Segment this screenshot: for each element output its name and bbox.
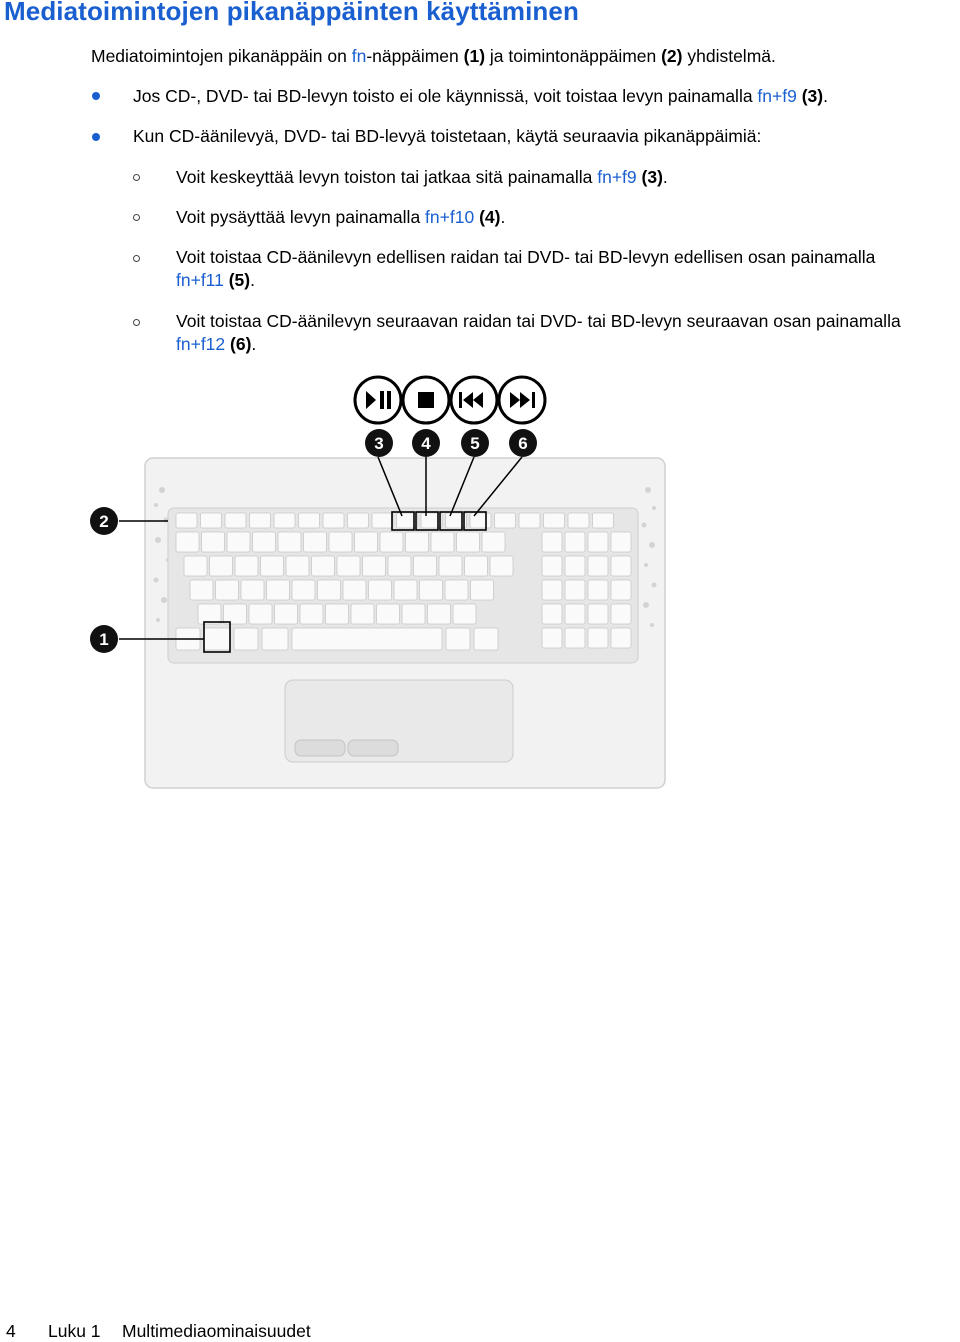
keyboard-key	[565, 532, 585, 552]
callout-1	[89, 624, 119, 654]
section-label: Multimediaominaisuudet	[122, 1321, 311, 1341]
keyboard-key	[351, 604, 374, 624]
keyboard-key	[593, 513, 614, 528]
keyboard-key	[588, 628, 608, 648]
keyboard-key	[544, 513, 565, 528]
keyboard-key	[495, 513, 516, 528]
callout-ref: (3)	[636, 167, 663, 187]
keyboard-key	[286, 556, 309, 576]
intro-paragraph	[91, 45, 776, 68]
sub-bullet-text: Voit toistaa CD-äänilevyn seuraavan raidan tai DVD- tai BD-levyn seuraavan osan painamalla	[176, 311, 901, 331]
bullet-item	[133, 85, 828, 108]
keyboard-key	[588, 604, 608, 624]
keyboard-key	[304, 532, 327, 552]
keyboard-key	[542, 532, 562, 552]
hotkey-ref: fn+f10	[425, 207, 475, 227]
keyboard-key	[611, 580, 631, 600]
bullet-icon	[92, 92, 100, 100]
keyboard-key	[565, 580, 585, 600]
svg-text:2: 2	[99, 512, 109, 531]
sub-bullet-item	[176, 310, 901, 356]
callout-2	[89, 506, 119, 536]
callout-4	[411, 428, 441, 458]
bullet-item: Kun CD-äänilevyä, DVD- tai BD-levyä toistetaan, käytä seuraavia pikanäppäimiä:	[133, 126, 762, 146]
keyboard-key	[474, 628, 498, 650]
keyboard-key	[348, 513, 369, 528]
keyboard-key	[428, 604, 451, 624]
keyboard-key	[190, 580, 213, 600]
keyboard-key	[278, 532, 301, 552]
hotkey-ref: fn+f9	[757, 86, 797, 106]
keyboard-key	[611, 628, 631, 648]
keyboard-key	[262, 628, 288, 650]
keyboard-key	[490, 556, 513, 576]
sub-bullet-text: .	[251, 334, 257, 354]
keyboard-key	[176, 532, 199, 552]
keyboard-key	[204, 628, 230, 650]
sub-bullet-item	[176, 246, 875, 292]
keyboard-key	[470, 513, 491, 528]
keyboard-key	[201, 513, 222, 528]
sub-bullet-text: Voit pysäyttää levyn painamalla	[176, 207, 426, 227]
page-number: 4	[6, 1321, 16, 1341]
svg-text:5: 5	[470, 434, 480, 453]
keyboard-key	[202, 532, 225, 552]
keyboard-key	[198, 604, 221, 624]
keyboard-key	[225, 513, 246, 528]
keyboard-key	[267, 580, 290, 600]
keyboard-key	[176, 513, 197, 528]
keyboard-key	[235, 556, 258, 576]
keyboard-key	[453, 604, 476, 624]
keyboard-key	[253, 532, 276, 552]
keyboard-key	[323, 513, 344, 528]
media-icons-row	[355, 377, 545, 423]
keyboard-key	[611, 604, 631, 624]
keyboard-key	[224, 604, 247, 624]
keyboard-key	[216, 580, 239, 600]
keyboard-key	[377, 604, 400, 624]
keyboard-key	[482, 532, 505, 552]
keyboard-key	[542, 604, 562, 624]
keyboard-key	[588, 580, 608, 600]
sub-bullet-text: .	[250, 270, 255, 290]
keyboard-key	[588, 556, 608, 576]
keyboard-key	[250, 513, 271, 528]
keyboard-key	[471, 580, 494, 600]
keyboard-key	[380, 532, 403, 552]
bullet-text: .	[823, 86, 828, 106]
keyboard-key	[388, 556, 411, 576]
keyboard-key	[406, 532, 429, 552]
keyboard-key	[184, 556, 207, 576]
intro-text: yhdistelmä.	[682, 46, 776, 66]
callout-ref: (6)	[225, 334, 252, 354]
keyboard-key	[421, 513, 442, 528]
callout-ref: (4)	[474, 207, 501, 227]
callout-6	[508, 428, 538, 458]
keyboard-key	[465, 556, 488, 576]
keyboard-key	[299, 513, 320, 528]
keyboard-key	[565, 628, 585, 648]
keyboard-key	[457, 532, 480, 552]
keyboard-key	[234, 628, 258, 650]
bullet-text: Jos CD-, DVD- tai BD-levyn toisto ei ole käynnissä, voit toistaa levyn painamalla	[133, 86, 758, 106]
fn-key-ref: fn	[351, 46, 367, 66]
keyboard-key	[329, 532, 352, 552]
chapter-label: Luku 1	[48, 1321, 101, 1341]
keyboard-key	[261, 556, 284, 576]
keyboard-key	[363, 556, 386, 576]
keyboard-key	[402, 604, 425, 624]
callout-ref: (5)	[223, 270, 251, 290]
keyboard-key	[519, 513, 540, 528]
keyboard-key	[542, 556, 562, 576]
hotkey-ref: fn+f9	[597, 167, 637, 187]
keyboard-key	[249, 604, 272, 624]
keyboard-key	[565, 604, 585, 624]
svg-text:6: 6	[518, 434, 528, 453]
callout-ref: (2)	[661, 46, 683, 66]
keyboard-key	[542, 580, 562, 600]
keyboard-key	[445, 580, 468, 600]
sub-bullet-text: .	[662, 167, 668, 187]
keyboard-key	[611, 556, 631, 576]
svg-text:3: 3	[374, 434, 384, 453]
keyboard-key	[210, 556, 233, 576]
callout-5	[460, 428, 490, 458]
intro-text: ja toimintonäppäimen	[485, 46, 662, 66]
keyboard-key	[292, 628, 442, 650]
keyboard-key	[565, 556, 585, 576]
keyboard-key	[568, 513, 589, 528]
intro-text: Mediatoimintojen pikanäppäin on	[91, 46, 352, 66]
svg-text:1: 1	[99, 630, 109, 649]
keyboard-key	[611, 532, 631, 552]
keyboard-key	[275, 604, 298, 624]
bullet-icon	[92, 133, 100, 141]
keyboard-key	[439, 556, 462, 576]
keyboard-key	[369, 580, 392, 600]
sub-bullet-icon	[133, 174, 140, 181]
keyboard-key	[372, 513, 393, 528]
callout-3	[364, 428, 394, 458]
sub-bullet-item	[176, 206, 505, 229]
callout-ref: (1)	[463, 46, 486, 66]
keyboard-key	[446, 628, 470, 650]
keyboard-key	[588, 532, 608, 552]
keyboard-key	[318, 580, 341, 600]
keyboard-key	[227, 532, 250, 552]
keyboard-key	[176, 628, 200, 650]
keyboard-key	[241, 580, 264, 600]
sub-bullet-icon	[133, 319, 140, 326]
keyboard-key	[274, 513, 295, 528]
keyboard-key	[355, 532, 378, 552]
keyboard-key	[292, 580, 315, 600]
keyboard-key	[414, 556, 437, 576]
keyboard-key	[431, 532, 454, 552]
page-title: Mediatoimintojen pikanäppäinten käyttäminen	[4, 0, 579, 26]
sub-bullet-item	[176, 166, 668, 189]
keyboard-key	[343, 580, 366, 600]
keyboard-key	[312, 556, 335, 576]
keyboard-key	[394, 580, 417, 600]
callout-ref: (3)	[796, 86, 824, 106]
keyboard-key	[542, 628, 562, 648]
sub-bullet-text: Voit toistaa CD-äänilevyn edellisen raidan tai DVD- tai BD-levyn edellisen osan painamalla	[176, 247, 876, 267]
hotkey-ref: fn+f12	[176, 334, 226, 354]
keyboard-key	[326, 604, 349, 624]
hotkey-ref: fn+f11	[176, 270, 224, 290]
intro-text: -näppäimen	[366, 46, 464, 66]
sub-bullet-icon	[133, 255, 140, 262]
svg-text:4: 4	[421, 434, 431, 453]
sub-bullet-text: Voit keskeyttää levyn toiston tai jatkaa sitä painamalla	[176, 167, 598, 187]
sub-bullet-text: .	[500, 207, 506, 227]
sub-bullet-icon	[133, 214, 140, 221]
keyboard-key	[420, 580, 443, 600]
keyboard-key	[337, 556, 360, 576]
keyboard-key	[300, 604, 323, 624]
